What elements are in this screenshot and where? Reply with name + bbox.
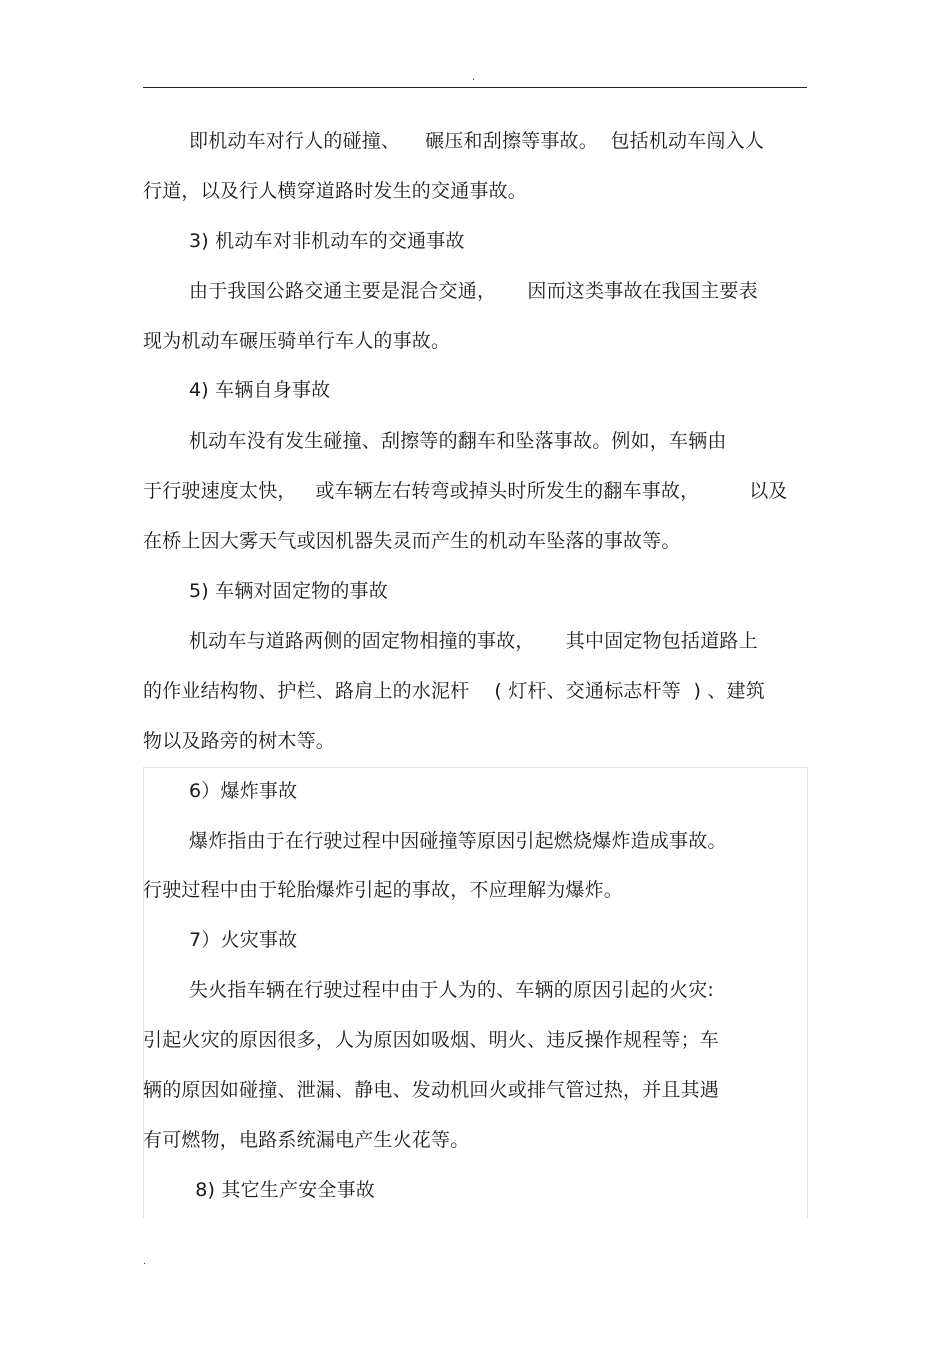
body-line: 有可燃物，电路系统漏电产生火花等。 [143,1129,470,1151]
header-mark: . [472,72,476,83]
item-heading-3: 3) 机动车对非机动车的交通事故 [189,230,465,252]
body-line: 在桥上因大雾天气或因机器失灵而产生的机动车坠落的事故等。 [143,530,681,552]
item-heading-6: 6）爆炸事故 [189,780,298,802]
body-line: 机动车没有发生碰撞、刮擦等的翻车和坠落事故。例如，车辆由 [189,430,727,452]
item-heading-8: 8) 其它生产安全事故 [189,1179,375,1201]
body-line: 于行驶速度太快， 或车辆左右转弯或掉头时所发生的翻车事故， 以及 [143,480,788,502]
body-line: 引起火灾的原因很多，人为原因如吸烟、明火、违反操作规程等；车 [143,1029,720,1051]
body-line: 行道，以及行人横穿道路时发生的交通事故。 [143,180,528,202]
body-line: 行驶过程中由于轮胎爆炸引起的事故，不应理解为爆炸。 [143,879,624,901]
body-line: 由于我国公路交通主要是混合交通， 因而这类事故在我国主要表 [189,280,758,302]
body-line: 的作业结构物、护栏、路肩上的水泥杆 ( 灯杆、交通标志杆等 ) 、建筑 [143,680,765,702]
item-heading-5: 5) 车辆对固定物的事故 [189,580,388,602]
header-rule [143,87,807,88]
item-heading-4: 4) 车辆自身事故 [189,379,331,401]
body-line: 辆的原因如碰撞、泄漏、静电、发动机回火或排气管过热，并且其遇 [143,1079,720,1101]
body-line: 失火指车辆在行驶过程中由于人为的、车辆的原因引起的火灾: [189,979,715,1001]
body-line: 物以及路旁的树木等。 [143,730,336,752]
body-line: 现为机动车碾压骑单行车人的事故。 [143,330,451,352]
body-line: 爆炸指由于在行驶过程中因碰撞等原因引起燃烧爆炸造成事故。 [189,830,727,852]
body-line: 机动车与道路两侧的固定物相撞的事故， 其中固定物包括道路上 [189,630,758,652]
item-heading-7: 7）火灾事故 [189,929,298,951]
body-line: 即机动车对行人的碰撞、 碾压和刮擦等事故。 包括机动车闯入人 [189,130,765,152]
footer-mark: . [143,1256,147,1267]
